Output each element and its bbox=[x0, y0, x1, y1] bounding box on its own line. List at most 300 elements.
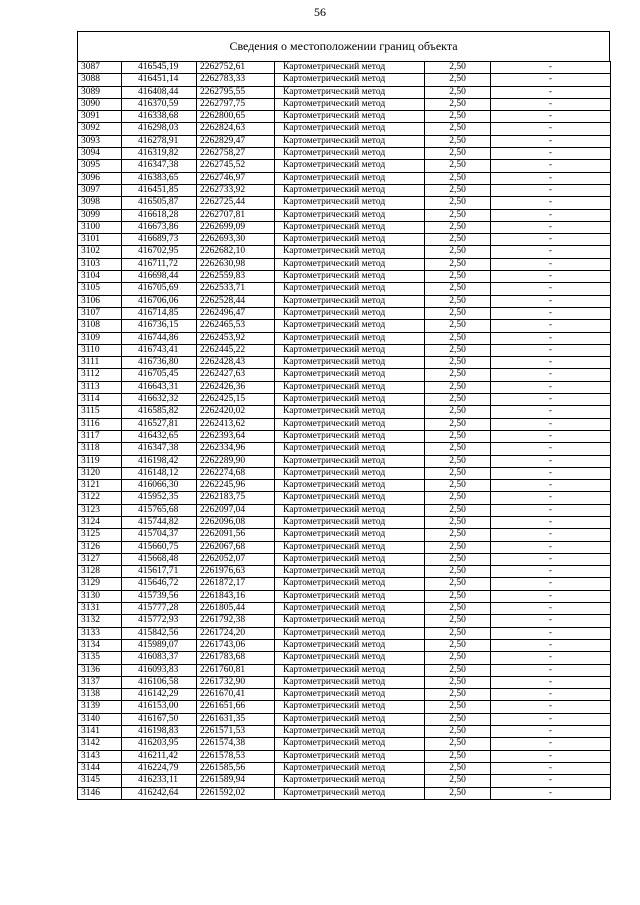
table-row bbox=[78, 394, 611, 406]
coordinate-y: 2262465,53 bbox=[197, 320, 275, 332]
description-cell: - bbox=[491, 246, 611, 258]
coordinate-x: 416093,83 bbox=[122, 664, 197, 676]
error-cell: 2,50 bbox=[425, 123, 491, 135]
point-number: 3087 bbox=[78, 62, 122, 74]
description-cell: - bbox=[491, 209, 611, 221]
table-row bbox=[78, 209, 611, 221]
error-cell: 2,50 bbox=[425, 221, 491, 233]
method-cell: Картометрический метод bbox=[275, 123, 425, 135]
coordinate-y: 2261760,81 bbox=[197, 664, 275, 676]
table-row bbox=[78, 430, 611, 442]
error-cell: 2,50 bbox=[425, 701, 491, 713]
table-row bbox=[78, 258, 611, 270]
coordinate-y: 2262289,90 bbox=[197, 455, 275, 467]
coordinate-x: 416643,31 bbox=[122, 381, 197, 393]
table-row bbox=[78, 762, 611, 774]
error-cell: 2,50 bbox=[425, 430, 491, 442]
point-number: 3141 bbox=[78, 726, 122, 738]
coordinate-y: 2262693,30 bbox=[197, 234, 275, 246]
description-cell: - bbox=[491, 307, 611, 319]
method-cell: Картометрический метод bbox=[275, 381, 425, 393]
coordinate-x: 415660,75 bbox=[122, 541, 197, 553]
point-number: 3135 bbox=[78, 652, 122, 664]
point-number: 3120 bbox=[78, 467, 122, 479]
coordinate-y: 2261805,44 bbox=[197, 603, 275, 615]
coordinate-x: 416211,42 bbox=[122, 750, 197, 762]
method-cell: Картометрический метод bbox=[275, 394, 425, 406]
point-number: 3118 bbox=[78, 443, 122, 455]
coordinate-y: 2261792,38 bbox=[197, 615, 275, 627]
error-cell: 2,50 bbox=[425, 74, 491, 86]
page-number: 56 bbox=[314, 5, 326, 19]
coordinate-x: 416383,65 bbox=[122, 172, 197, 184]
method-cell: Картометрический метод bbox=[275, 615, 425, 627]
error-cell: 2,50 bbox=[425, 344, 491, 356]
error-cell: 2,50 bbox=[425, 283, 491, 295]
table-row bbox=[78, 627, 611, 639]
table-row bbox=[78, 234, 611, 246]
error-cell: 2,50 bbox=[425, 689, 491, 701]
coordinate-x: 416198,83 bbox=[122, 726, 197, 738]
method-cell: Картометрический метод bbox=[275, 209, 425, 221]
coordinate-x: 416106,58 bbox=[122, 676, 197, 688]
method-cell: Картометрический метод bbox=[275, 86, 425, 98]
point-number: 3129 bbox=[78, 578, 122, 590]
method-cell: Картометрический метод bbox=[275, 516, 425, 528]
coordinate-x: 415842,56 bbox=[122, 627, 197, 639]
table-row bbox=[78, 123, 611, 135]
method-cell: Картометрический метод bbox=[275, 258, 425, 270]
table-row bbox=[78, 504, 611, 516]
coordinate-x: 415739,56 bbox=[122, 590, 197, 602]
table-row bbox=[78, 283, 611, 295]
coordinate-y: 2262427,63 bbox=[197, 369, 275, 381]
point-number: 3104 bbox=[78, 271, 122, 283]
error-cell: 2,50 bbox=[425, 541, 491, 553]
table-row bbox=[78, 516, 611, 528]
error-cell: 2,50 bbox=[425, 652, 491, 664]
table-row bbox=[78, 467, 611, 479]
coordinate-y: 2261976,63 bbox=[197, 566, 275, 578]
point-number: 3117 bbox=[78, 430, 122, 442]
point-number: 3094 bbox=[78, 148, 122, 160]
point-number: 3114 bbox=[78, 394, 122, 406]
point-number: 3100 bbox=[78, 221, 122, 233]
table-row bbox=[78, 369, 611, 381]
coordinate-x: 416744,86 bbox=[122, 332, 197, 344]
method-cell: Картометрический метод bbox=[275, 430, 425, 442]
table-row bbox=[78, 553, 611, 565]
coordinate-y: 2262334,96 bbox=[197, 443, 275, 455]
description-cell: - bbox=[491, 258, 611, 270]
error-cell: 2,50 bbox=[425, 738, 491, 750]
coordinate-x: 415646,72 bbox=[122, 578, 197, 590]
description-cell: - bbox=[491, 344, 611, 356]
point-number: 3112 bbox=[78, 369, 122, 381]
description-cell: - bbox=[491, 443, 611, 455]
coordinate-y: 2262824,63 bbox=[197, 123, 275, 135]
point-number: 3127 bbox=[78, 553, 122, 565]
coordinate-y: 2262091,56 bbox=[197, 529, 275, 541]
coordinate-x: 416338,68 bbox=[122, 111, 197, 123]
description-cell: - bbox=[491, 726, 611, 738]
description-cell: - bbox=[491, 516, 611, 528]
method-cell: Картометрический метод bbox=[275, 443, 425, 455]
coordinate-y: 2262795,55 bbox=[197, 86, 275, 98]
point-number: 3109 bbox=[78, 332, 122, 344]
method-cell: Картометрический метод bbox=[275, 184, 425, 196]
coordinate-x: 416545,19 bbox=[122, 62, 197, 74]
error-cell: 2,50 bbox=[425, 172, 491, 184]
point-number: 3097 bbox=[78, 184, 122, 196]
coordinate-x: 415952,35 bbox=[122, 492, 197, 504]
error-cell: 2,50 bbox=[425, 443, 491, 455]
point-number: 3134 bbox=[78, 639, 122, 651]
description-cell: - bbox=[491, 394, 611, 406]
error-cell: 2,50 bbox=[425, 529, 491, 541]
error-cell: 2,50 bbox=[425, 246, 491, 258]
coordinate-y: 2262453,92 bbox=[197, 332, 275, 344]
coordinate-x: 416618,28 bbox=[122, 209, 197, 221]
coordinate-y: 2262445,22 bbox=[197, 344, 275, 356]
point-number: 3139 bbox=[78, 701, 122, 713]
method-cell: Картометрический метод bbox=[275, 172, 425, 184]
description-cell: - bbox=[491, 86, 611, 98]
coordinate-y: 2262752,61 bbox=[197, 62, 275, 74]
description-cell: - bbox=[491, 590, 611, 602]
coordinate-x: 416233,11 bbox=[122, 775, 197, 787]
description-cell: - bbox=[491, 775, 611, 787]
coordinate-y: 2261574,38 bbox=[197, 738, 275, 750]
coordinate-y: 2262800,65 bbox=[197, 111, 275, 123]
method-cell: Картометрический метод bbox=[275, 492, 425, 504]
coordinate-x: 416451,85 bbox=[122, 184, 197, 196]
point-number: 3145 bbox=[78, 775, 122, 787]
table-row bbox=[78, 664, 611, 676]
description-cell: - bbox=[491, 553, 611, 565]
description-cell: - bbox=[491, 480, 611, 492]
coordinate-y: 2262426,36 bbox=[197, 381, 275, 393]
coordinate-y: 2262425,15 bbox=[197, 394, 275, 406]
coordinate-x: 415772,93 bbox=[122, 615, 197, 627]
coordinate-x: 415704,37 bbox=[122, 529, 197, 541]
coordinate-x: 416527,81 bbox=[122, 418, 197, 430]
coordinate-x: 416743,41 bbox=[122, 344, 197, 356]
coordinate-y: 2261872,17 bbox=[197, 578, 275, 590]
table-row bbox=[78, 529, 611, 541]
point-number: 3119 bbox=[78, 455, 122, 467]
description-cell: - bbox=[491, 221, 611, 233]
method-cell: Картометрический метод bbox=[275, 676, 425, 688]
coordinate-y: 2261783,68 bbox=[197, 652, 275, 664]
error-cell: 2,50 bbox=[425, 676, 491, 688]
coordinate-y: 2261585,56 bbox=[197, 762, 275, 774]
coordinate-x: 416705,45 bbox=[122, 369, 197, 381]
table-row bbox=[78, 541, 611, 553]
point-number: 3144 bbox=[78, 762, 122, 774]
coordinate-x: 416705,69 bbox=[122, 283, 197, 295]
description-cell: - bbox=[491, 160, 611, 172]
method-cell: Картометрический метод bbox=[275, 467, 425, 479]
description-cell: - bbox=[491, 271, 611, 283]
error-cell: 2,50 bbox=[425, 160, 491, 172]
table-row bbox=[78, 98, 611, 110]
table-row bbox=[78, 639, 611, 651]
error-cell: 2,50 bbox=[425, 627, 491, 639]
description-cell: - bbox=[491, 738, 611, 750]
coordinate-y: 2262746,97 bbox=[197, 172, 275, 184]
point-number: 3130 bbox=[78, 590, 122, 602]
point-number: 3126 bbox=[78, 541, 122, 553]
coordinate-y: 2261578,53 bbox=[197, 750, 275, 762]
method-cell: Картометрический метод bbox=[275, 639, 425, 651]
method-cell: Картометрический метод bbox=[275, 652, 425, 664]
coordinate-y: 2262829,47 bbox=[197, 135, 275, 147]
method-cell: Картометрический метод bbox=[275, 74, 425, 86]
description-cell: - bbox=[491, 627, 611, 639]
point-number: 3102 bbox=[78, 246, 122, 258]
method-cell: Картометрический метод bbox=[275, 148, 425, 160]
description-cell: - bbox=[491, 184, 611, 196]
point-number: 3106 bbox=[78, 295, 122, 307]
description-cell: - bbox=[491, 430, 611, 442]
table-row bbox=[78, 320, 611, 332]
description-cell: - bbox=[491, 98, 611, 110]
method-cell: Картометрический метод bbox=[275, 307, 425, 319]
description-cell: - bbox=[491, 197, 611, 209]
coordinate-x: 416706,06 bbox=[122, 295, 197, 307]
table-row bbox=[78, 738, 611, 750]
table-row bbox=[78, 344, 611, 356]
table-row bbox=[78, 603, 611, 615]
coordinate-y: 2262559,83 bbox=[197, 271, 275, 283]
table-row bbox=[78, 787, 611, 799]
point-number: 3143 bbox=[78, 750, 122, 762]
point-number: 3088 bbox=[78, 74, 122, 86]
method-cell: Картометрический метод bbox=[275, 271, 425, 283]
description-cell: - bbox=[491, 603, 611, 615]
coordinate-y: 2262393,64 bbox=[197, 430, 275, 442]
coordinate-x: 416505,87 bbox=[122, 197, 197, 209]
error-cell: 2,50 bbox=[425, 566, 491, 578]
method-cell: Картометрический метод bbox=[275, 135, 425, 147]
coordinate-x: 416451,14 bbox=[122, 74, 197, 86]
table-row bbox=[78, 418, 611, 430]
table-row bbox=[78, 615, 611, 627]
method-cell: Картометрический метод bbox=[275, 578, 425, 590]
coordinate-y: 2262725,44 bbox=[197, 197, 275, 209]
coordinate-y: 2261743,06 bbox=[197, 639, 275, 651]
coordinate-y: 2262797,75 bbox=[197, 98, 275, 110]
point-number: 3146 bbox=[78, 787, 122, 799]
method-cell: Картометрический метод bbox=[275, 295, 425, 307]
coordinate-y: 2262783,33 bbox=[197, 74, 275, 86]
point-number: 3140 bbox=[78, 713, 122, 725]
table-title: Сведения о местоположении границ объекта bbox=[77, 31, 610, 61]
coordinate-y: 2261670,41 bbox=[197, 689, 275, 701]
table-row bbox=[78, 307, 611, 319]
method-cell: Картометрический метод bbox=[275, 332, 425, 344]
point-number: 3137 bbox=[78, 676, 122, 688]
coordinate-x: 416083,37 bbox=[122, 652, 197, 664]
point-number: 3142 bbox=[78, 738, 122, 750]
coordinate-x: 416698,44 bbox=[122, 271, 197, 283]
description-cell: - bbox=[491, 787, 611, 799]
table-row bbox=[78, 62, 611, 74]
table-row bbox=[78, 135, 611, 147]
table-row bbox=[78, 492, 611, 504]
method-cell: Картометрический метод bbox=[275, 455, 425, 467]
description-cell: - bbox=[491, 381, 611, 393]
error-cell: 2,50 bbox=[425, 578, 491, 590]
description-cell: - bbox=[491, 762, 611, 774]
error-cell: 2,50 bbox=[425, 406, 491, 418]
method-cell: Картометрический метод bbox=[275, 62, 425, 74]
table-row bbox=[78, 111, 611, 123]
point-number: 3122 bbox=[78, 492, 122, 504]
coordinate-y: 2261724,20 bbox=[197, 627, 275, 639]
point-number: 3128 bbox=[78, 566, 122, 578]
coordinate-y: 2261732,90 bbox=[197, 676, 275, 688]
coordinate-y: 2261631,35 bbox=[197, 713, 275, 725]
method-cell: Картометрический метод bbox=[275, 689, 425, 701]
point-number: 3098 bbox=[78, 197, 122, 209]
table-row bbox=[78, 713, 611, 725]
coordinate-x: 416408,44 bbox=[122, 86, 197, 98]
table-row bbox=[78, 172, 611, 184]
description-cell: - bbox=[491, 357, 611, 369]
method-cell: Картометрический метод bbox=[275, 98, 425, 110]
error-cell: 2,50 bbox=[425, 467, 491, 479]
error-cell: 2,50 bbox=[425, 332, 491, 344]
table-row bbox=[78, 578, 611, 590]
point-number: 3093 bbox=[78, 135, 122, 147]
description-cell: - bbox=[491, 676, 611, 688]
point-number: 3099 bbox=[78, 209, 122, 221]
coordinate-x: 416148,12 bbox=[122, 467, 197, 479]
error-cell: 2,50 bbox=[425, 357, 491, 369]
coordinate-x: 416198,42 bbox=[122, 455, 197, 467]
error-cell: 2,50 bbox=[425, 603, 491, 615]
method-cell: Картометрический метод bbox=[275, 344, 425, 356]
point-number: 3089 bbox=[78, 86, 122, 98]
coordinate-x: 415668,48 bbox=[122, 553, 197, 565]
error-cell: 2,50 bbox=[425, 197, 491, 209]
method-cell: Картометрический метод bbox=[275, 480, 425, 492]
coordinate-y: 2262630,98 bbox=[197, 258, 275, 270]
coordinate-y: 2262699,09 bbox=[197, 221, 275, 233]
method-cell: Картометрический метод bbox=[275, 246, 425, 258]
table-row bbox=[78, 148, 611, 160]
coordinate-y: 2262758,27 bbox=[197, 148, 275, 160]
coordinate-x: 416702,95 bbox=[122, 246, 197, 258]
description-cell: - bbox=[491, 74, 611, 86]
error-cell: 2,50 bbox=[425, 750, 491, 762]
point-number: 3096 bbox=[78, 172, 122, 184]
method-cell: Картометрический метод bbox=[275, 529, 425, 541]
table-row bbox=[78, 160, 611, 172]
coordinate-x: 416632,32 bbox=[122, 394, 197, 406]
description-cell: - bbox=[491, 418, 611, 430]
point-number: 3132 bbox=[78, 615, 122, 627]
description-cell: - bbox=[491, 123, 611, 135]
coordinate-y: 2261651,66 bbox=[197, 701, 275, 713]
coordinate-y: 2262096,08 bbox=[197, 516, 275, 528]
point-number: 3138 bbox=[78, 689, 122, 701]
point-number: 3116 bbox=[78, 418, 122, 430]
table-row bbox=[78, 443, 611, 455]
error-cell: 2,50 bbox=[425, 111, 491, 123]
method-cell: Картометрический метод bbox=[275, 750, 425, 762]
error-cell: 2,50 bbox=[425, 271, 491, 283]
coordinate-x: 416347,38 bbox=[122, 160, 197, 172]
description-cell: - bbox=[491, 652, 611, 664]
error-cell: 2,50 bbox=[425, 516, 491, 528]
error-cell: 2,50 bbox=[425, 590, 491, 602]
coordinate-x: 416224,79 bbox=[122, 762, 197, 774]
method-cell: Картометрический метод bbox=[275, 369, 425, 381]
point-number: 3136 bbox=[78, 664, 122, 676]
description-cell: - bbox=[491, 295, 611, 307]
coordinate-y: 2262067,68 bbox=[197, 541, 275, 553]
table-row bbox=[78, 271, 611, 283]
coordinate-y: 2261843,16 bbox=[197, 590, 275, 602]
table-row bbox=[78, 726, 611, 738]
coordinate-y: 2262052,07 bbox=[197, 553, 275, 565]
method-cell: Картометрический метод bbox=[275, 283, 425, 295]
coordinate-x: 416347,38 bbox=[122, 443, 197, 455]
coordinate-x: 416142,29 bbox=[122, 689, 197, 701]
coordinate-y: 2261592,02 bbox=[197, 787, 275, 799]
point-number: 3124 bbox=[78, 516, 122, 528]
error-cell: 2,50 bbox=[425, 234, 491, 246]
method-cell: Картометрический метод bbox=[275, 726, 425, 738]
method-cell: Картометрический метод bbox=[275, 111, 425, 123]
point-number: 3131 bbox=[78, 603, 122, 615]
error-cell: 2,50 bbox=[425, 455, 491, 467]
table-row bbox=[78, 74, 611, 86]
coordinate-y: 2262528,44 bbox=[197, 295, 275, 307]
coordinate-y: 2262245,96 bbox=[197, 480, 275, 492]
error-cell: 2,50 bbox=[425, 418, 491, 430]
error-cell: 2,50 bbox=[425, 553, 491, 565]
description-cell: - bbox=[491, 332, 611, 344]
error-cell: 2,50 bbox=[425, 369, 491, 381]
table-row bbox=[78, 332, 611, 344]
coordinate-x: 416714,85 bbox=[122, 307, 197, 319]
coordinate-x: 416736,15 bbox=[122, 320, 197, 332]
table-row bbox=[78, 381, 611, 393]
method-cell: Картометрический метод bbox=[275, 221, 425, 233]
coordinate-y: 2262533,71 bbox=[197, 283, 275, 295]
table-row bbox=[78, 566, 611, 578]
point-number: 3121 bbox=[78, 480, 122, 492]
coordinate-y: 2262682,10 bbox=[197, 246, 275, 258]
description-cell: - bbox=[491, 234, 611, 246]
point-number: 3125 bbox=[78, 529, 122, 541]
method-cell: Картометрический метод bbox=[275, 762, 425, 774]
error-cell: 2,50 bbox=[425, 98, 491, 110]
description-cell: - bbox=[491, 467, 611, 479]
description-cell: - bbox=[491, 713, 611, 725]
point-number: 3111 bbox=[78, 357, 122, 369]
description-cell: - bbox=[491, 135, 611, 147]
coordinate-y: 2262428,43 bbox=[197, 357, 275, 369]
coordinate-y: 2262420,02 bbox=[197, 406, 275, 418]
coordinate-x: 416673,86 bbox=[122, 221, 197, 233]
coordinate-x: 416432,65 bbox=[122, 430, 197, 442]
method-cell: Картометрический метод bbox=[275, 701, 425, 713]
